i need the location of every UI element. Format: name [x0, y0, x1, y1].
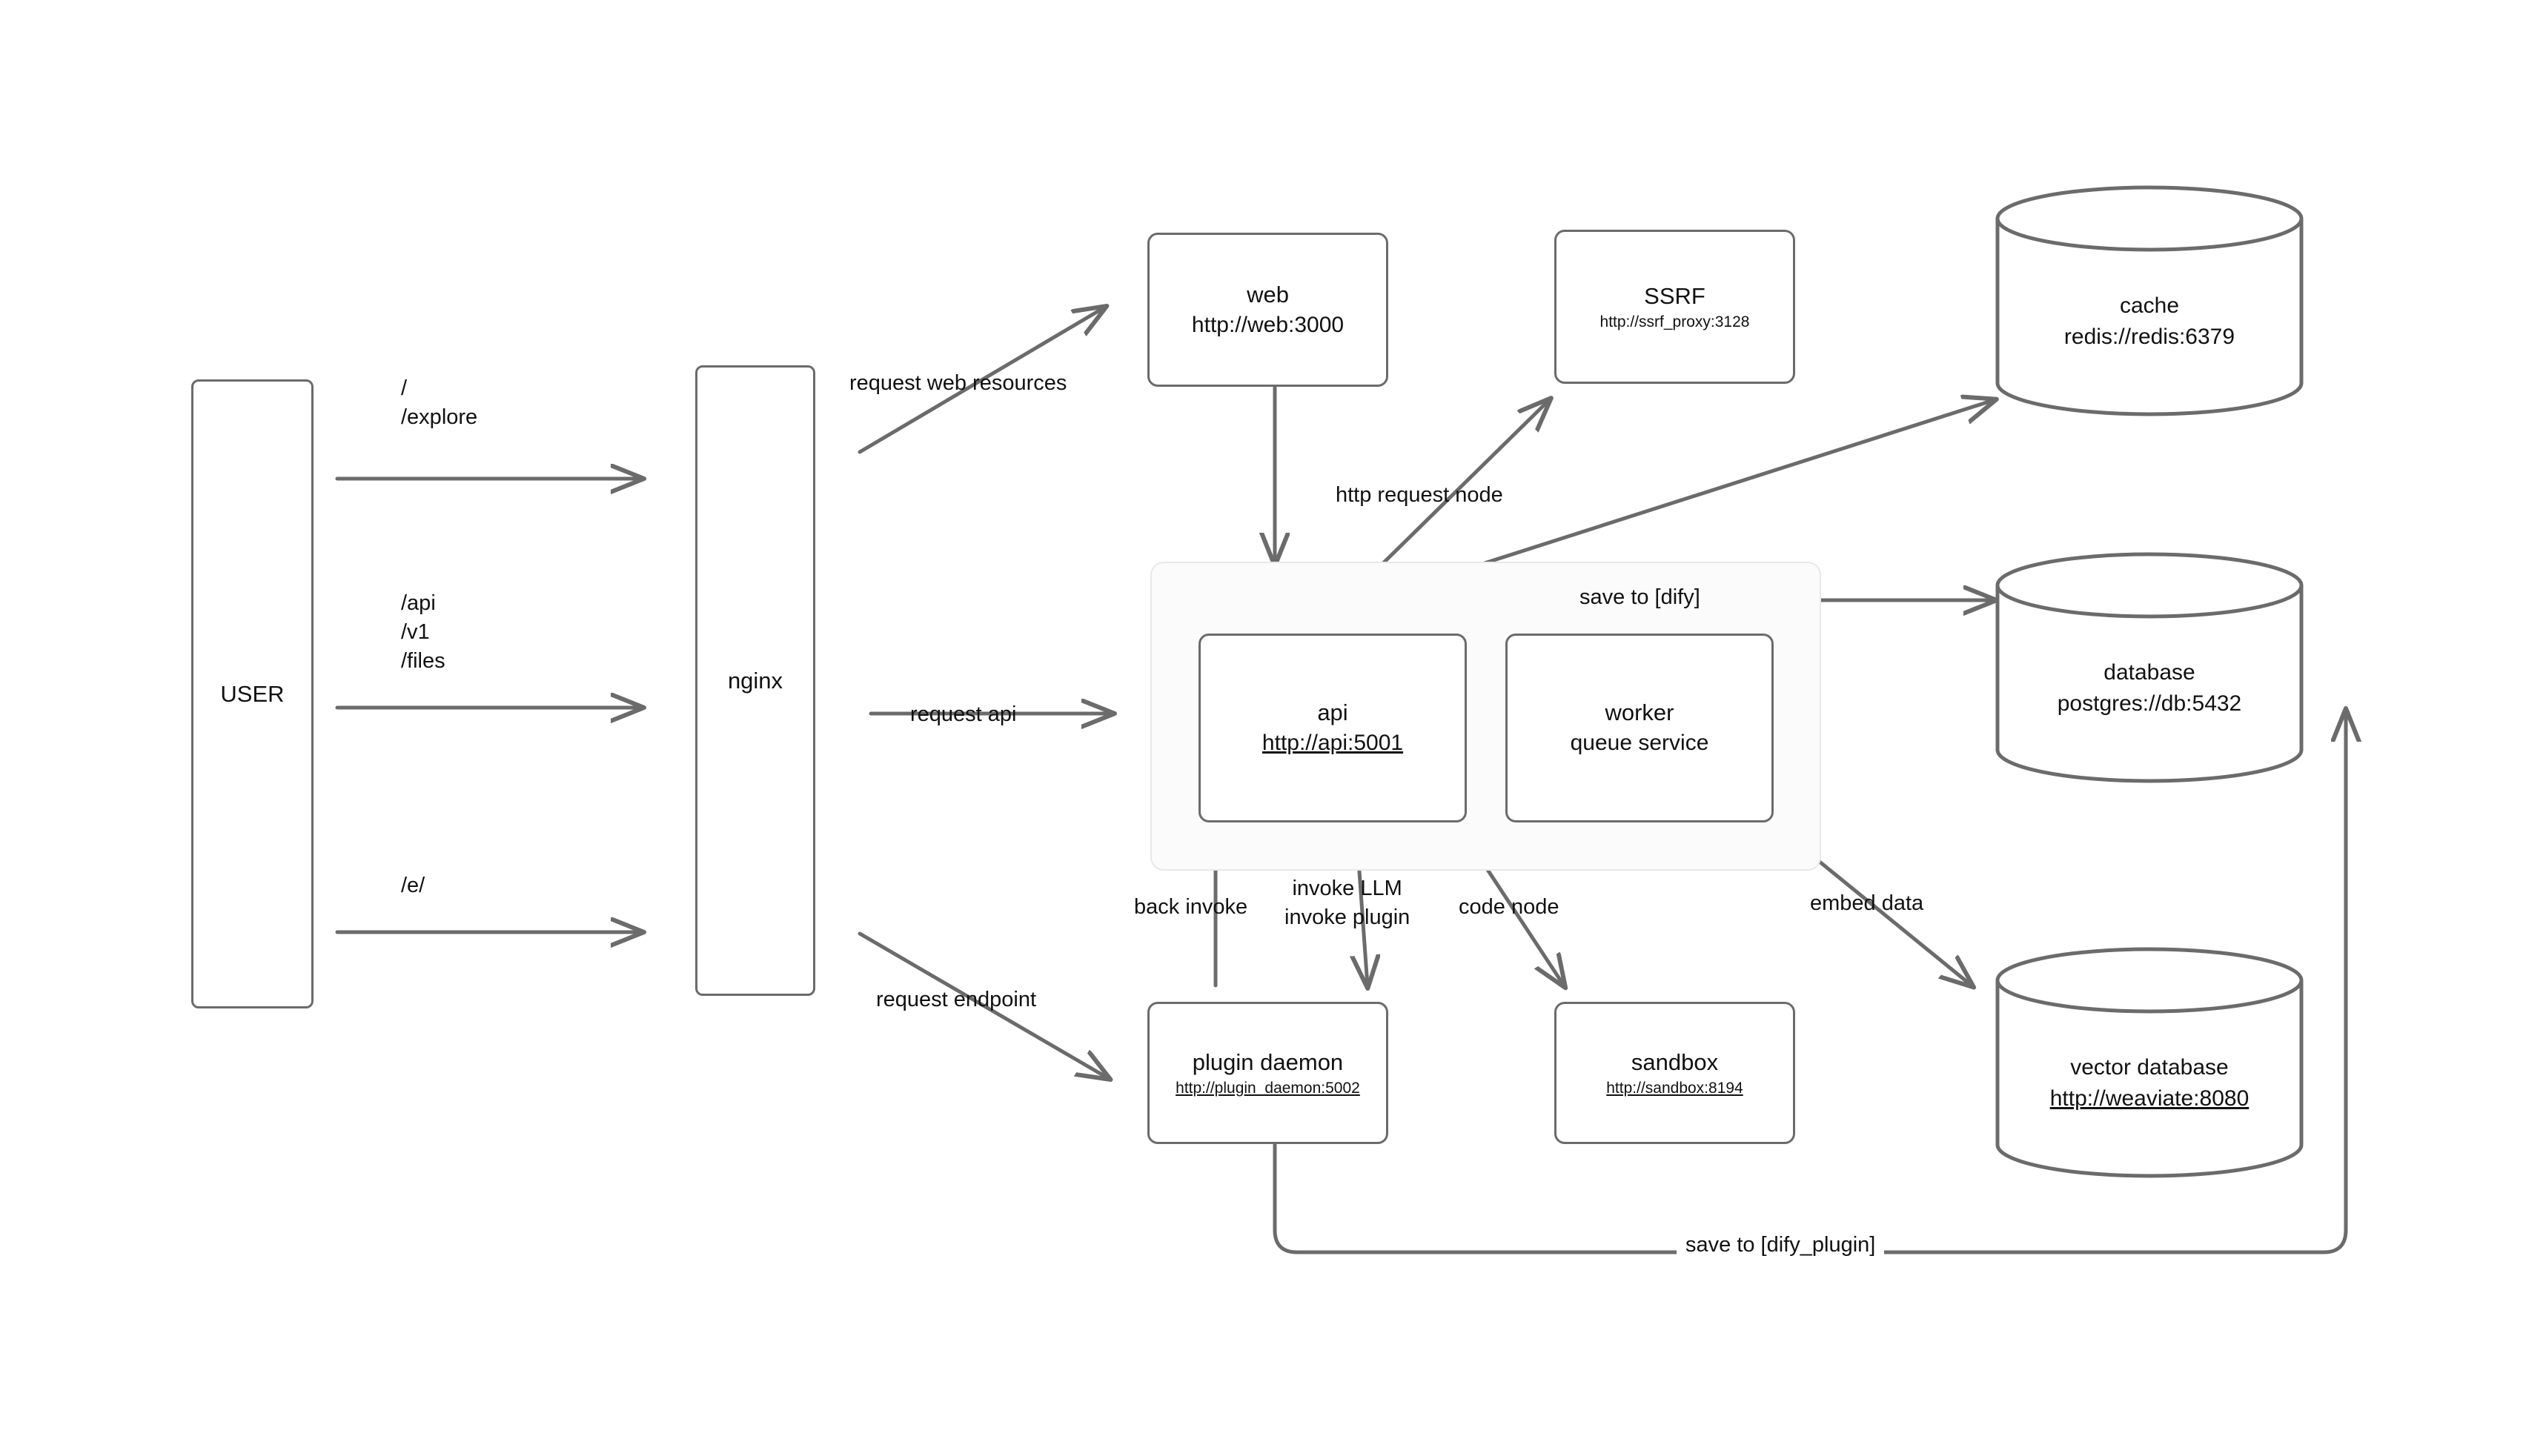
label-user-nginx-explore: / /explore — [401, 376, 478, 430]
label-code-node: code node — [1459, 895, 1559, 919]
label-back-invoke: back invoke — [1134, 895, 1248, 919]
node-plugin-daemon[interactable] — [1147, 1002, 1388, 1144]
node-ssrf[interactable] — [1554, 230, 1795, 384]
node-plugin-daemon-title: plugin daemon — [1192, 1048, 1344, 1075]
node-sandbox-title: sandbox — [1631, 1048, 1719, 1075]
label-save-to-dify: save to [dify] — [1579, 585, 1700, 609]
node-cache[interactable] — [1994, 185, 2305, 416]
node-api-title: api — [1317, 699, 1348, 726]
node-worker[interactable] — [1505, 634, 1774, 822]
node-ssrf-title: SSRF — [1644, 282, 1705, 309]
label-save-to-dify-plugin: save to [dify_plugin] — [1677, 1231, 1884, 1260]
node-plugin-daemon-address: http://plugin_daemon:5002 — [1176, 1079, 1360, 1097]
node-sandbox-address: http://sandbox:8194 — [1606, 1079, 1743, 1097]
label-embed-data: embed data — [1810, 891, 1924, 915]
node-vector-database[interactable] — [1994, 947, 2305, 1178]
node-ssrf-address: http://ssrf_proxy:3128 — [1599, 313, 1750, 330]
label-http-request-node: http request node — [1336, 483, 1503, 507]
node-nginx-label: nginx — [727, 667, 783, 694]
node-user-label: USER — [220, 680, 285, 707]
node-database-title: database — [2103, 660, 2195, 685]
node-vector-database-address: http://weaviate:8080 — [2049, 1086, 2250, 1111]
label-request-api: request api — [910, 702, 1017, 726]
node-vector-database-title: vector database — [2070, 1055, 2229, 1080]
node-nginx[interactable] — [695, 365, 815, 996]
label-user-nginx-api: /api /v1 /files — [401, 591, 445, 674]
node-web-title: web — [1247, 281, 1289, 308]
label-invoke-llm-plugin: invoke LLM invoke plugin — [1284, 877, 1410, 930]
label-request-endpoint: request endpoint — [876, 988, 1037, 1011]
node-database-address: postgres://db:5432 — [2057, 691, 2242, 716]
node-user[interactable] — [191, 379, 314, 1008]
node-sandbox[interactable] — [1554, 1002, 1795, 1144]
node-cache-address: redis://redis:6379 — [2063, 325, 2235, 349]
node-cache-title: cache — [2119, 293, 2180, 318]
label-request-web-resources: request web resources — [849, 371, 1067, 395]
node-worker-title: worker — [1605, 699, 1674, 726]
node-api[interactable] — [1198, 634, 1467, 822]
node-worker-subtitle: queue service — [1570, 731, 1709, 756]
node-api-address: http://api:5001 — [1262, 731, 1404, 756]
node-database[interactable] — [1994, 552, 2305, 783]
node-web-address: http://web:3000 — [1191, 312, 1345, 337]
node-web[interactable] — [1147, 233, 1388, 387]
label-user-nginx-endpoint: /e/ — [401, 874, 425, 897]
